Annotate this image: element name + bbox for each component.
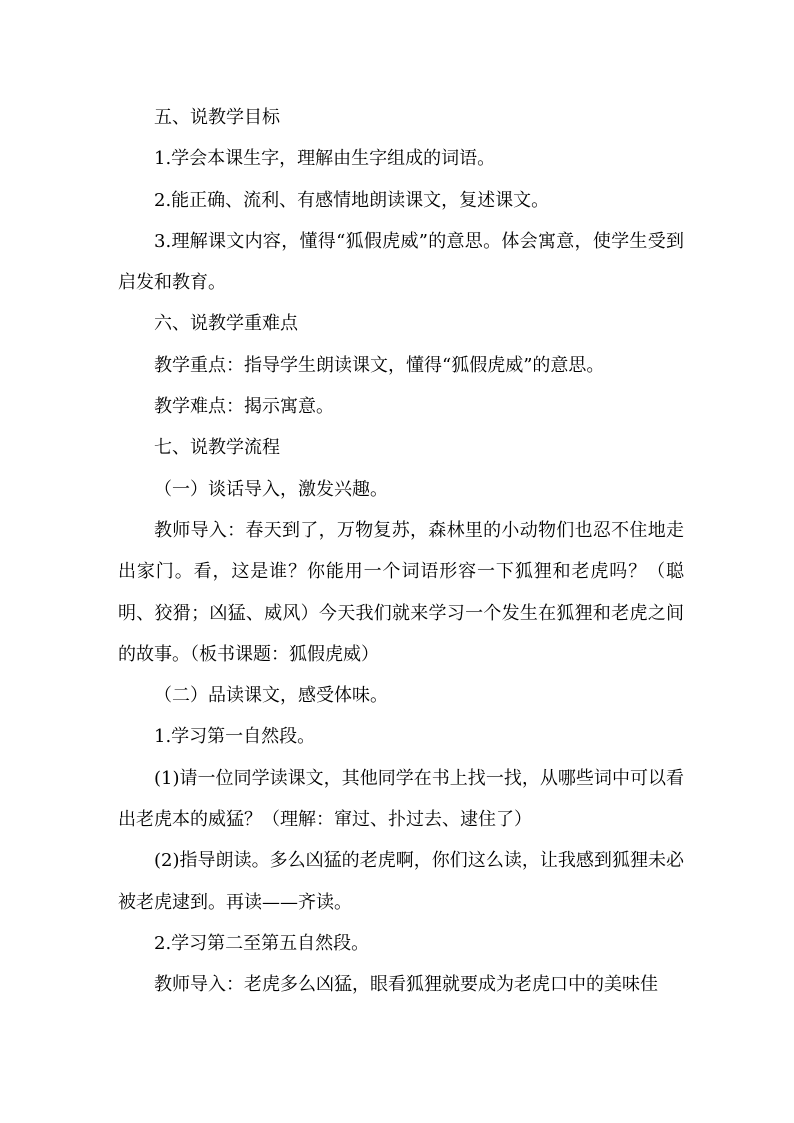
section-heading-process: 七、说教学流程 (154, 437, 280, 459)
step-heading-paragraph-2: 2.学习第二至第五自然段。 (154, 932, 370, 954)
section-heading-goals: 五、说教学目标 (154, 107, 280, 128)
document-body (118, 97, 684, 1006)
step-item-1: (1)请一位同学读课文，其他同学在书上找一找，从哪些词中可以看出老虎本的威猛？（理解：窜过、扑过去、逮住了） (118, 767, 684, 831)
goal-item-2: 2.能正确、流利、有感情地朗读课文，复述课文。 (154, 189, 550, 211)
key-point-paragraph: 教学重点：指导学生朗读课文，懂得“狐假虎威”的意思。 (154, 354, 605, 376)
introduction-paragraph: 教师导入：春天到了，万物复苏，森林里的小动物们也忍不住地走出家门。看，这是谁？你能用一个词语形容一下狐狸和老虎吗？（聪明、狡猾；凶猛、威风）今天我们就来学习一个发生在狐狸和老虎之间的故事。（板书课题：狐假虎威） (118, 519, 684, 665)
subheading-introduction: （一）谈话导入，激发兴趣。 (154, 478, 388, 500)
step-item-2: (2)指导朗读。多么凶猛的老虎啊，你们这么读，让我感到狐狸未必被老虎逮到。再读——齐读。 (118, 850, 684, 913)
step-heading-paragraph-1: 1.学习第一自然段。 (154, 726, 316, 748)
goal-item-3: 3.理解课文内容，懂得“狐假虎威”的意思。体会寓意，使学生受到启发和教育。 (118, 230, 684, 294)
section-heading-key-points: 六、说教学重难点 (154, 313, 298, 335)
teacher-introduction-paragraph: 教师导入：老虎多么凶猛，眼看狐狸就要成为老虎口中的美味佳 (154, 974, 658, 996)
subheading-reading: （二）品读课文，感受体味。 (154, 685, 388, 707)
goal-item-1: 1.学会本课生字，理解由生字组成的词语。 (154, 148, 496, 170)
difficult-point-paragraph: 教学难点：揭示寓意。 (154, 396, 334, 418)
